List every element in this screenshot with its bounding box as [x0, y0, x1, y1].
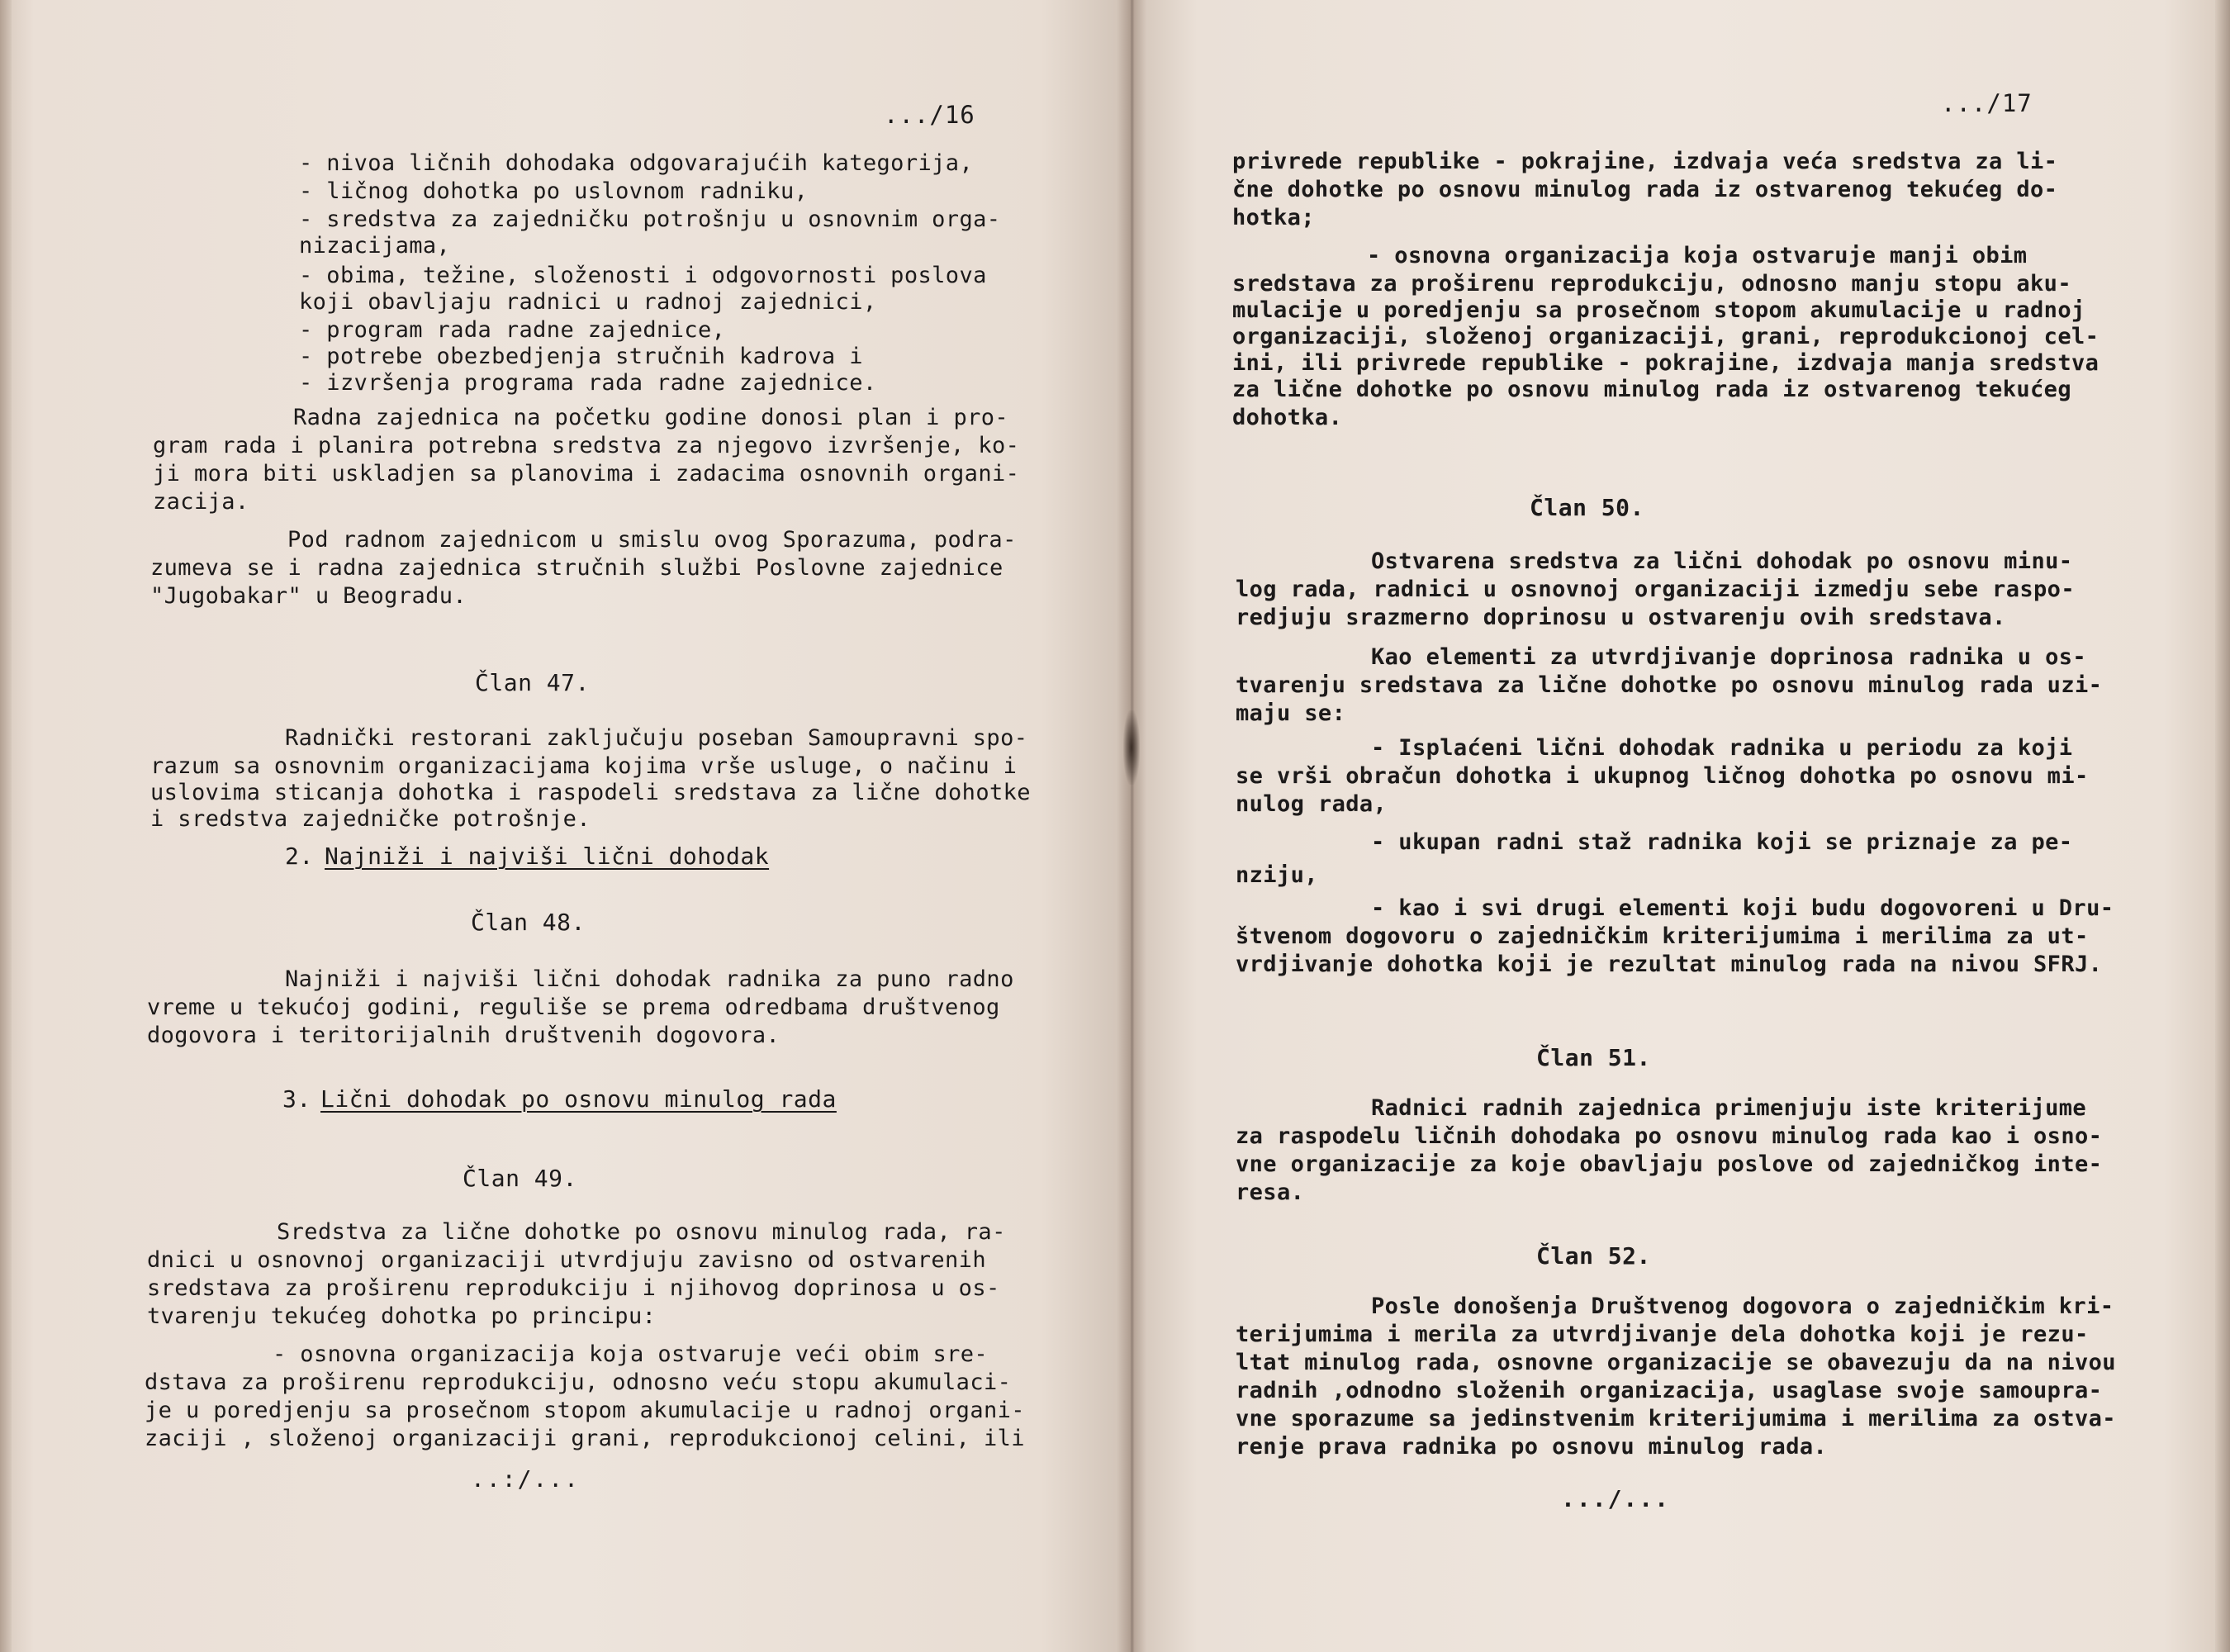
section-number: 2. [285, 843, 314, 870]
text-line: sredstava za proširenu reprodukciju, odnosno manju stopu aku- [1232, 271, 2071, 297]
text-line: dstava za proširenu reprodukciju, odnosno veću stopu akumulaci- [145, 1370, 1012, 1395]
page-number: .../17 [1941, 89, 2033, 117]
text-line: privrede republike - pokrajine, izdvaja veća sredstva za li- [1232, 149, 2058, 174]
text-line: Najniži i najviši lični dohodak radnika za puno radno [285, 966, 1014, 992]
spine-damage [1123, 710, 1140, 785]
text-line: sredstava za proširenu reprodukciju i njihovog doprinosa u os- [147, 1275, 1000, 1301]
article-heading: Član 49. [463, 1165, 577, 1192]
text-line: radnih ,odnodno složenih organizacija, usaglase svoje samoupra- [1236, 1378, 2103, 1403]
text-line: za lične dohotke po osnovu minulog rada iz ostvarenog tekućeg [1232, 377, 2071, 402]
bullet-item: - izvršenja programa rada radne zajednice. [299, 370, 877, 396]
text-line: vne sporazume sa jedinstvenim kriterijumima i merilima za ostva- [1236, 1406, 2116, 1431]
book-spine [1117, 0, 1146, 1652]
bullet-item: - program rada radne zajednice, [299, 317, 726, 343]
bullet-item: - potrebe obezbedjenja stručnih kadrova i [299, 344, 863, 369]
text-line: vrdjivanje dohotka koji je rezultat minulog rada na nivou SFRJ. [1236, 952, 2103, 977]
bullet-item: nizacijama, [299, 233, 451, 259]
bullet-item: - nivoa ličnih dohodaka odgovarajućih kategorija, [299, 150, 974, 176]
bullet-item: - sredstva za zajedničku potrošnju u osnovnim orga- [299, 206, 1001, 232]
article-heading: Član 52. [1536, 1242, 1651, 1270]
text-line: razum sa osnovnim organizacijama kojima vrše usluge, o načinu i [150, 753, 1018, 779]
text-line: zacija. [153, 489, 249, 515]
bullet-item: - ličnog dohotka po uslovnom radniku, [299, 178, 809, 204]
text-line: - ukupan radni staž radnika koji se priznaje za pe- [1371, 829, 2073, 855]
text-line: Radna zajednica na početku godine donosi plan i pro- [293, 405, 1009, 430]
text-line: Radnički restorani zaključuju poseban Samoupravni spo- [285, 725, 1028, 751]
text-line: ji mora biti uskladjen sa planovima i zadacima osnovnih organi- [153, 461, 1020, 487]
text-line: Sredstva za lične dohotke po osnovu minulog rada, ra- [277, 1219, 1006, 1245]
text-line: log rada, radnici u osnovnoj organizaciji izmedju sebe raspo- [1236, 577, 2075, 602]
text-line: Posle donošenja Društvenog dogovora o zajedničkim kri- [1371, 1294, 2114, 1319]
text-line: nziju, [1236, 862, 1318, 888]
text-line: i sredstva zajedničke potrošnje. [150, 806, 591, 832]
text-line: čne dohotke po osnovu minulog rada iz ostvarenog tekućeg do- [1232, 177, 2058, 202]
text-line: Kao elementi za utvrdjivanje doprinosa radnika u os- [1371, 644, 2087, 670]
bullet-item: koji obavljaju radnici u radnoj zajednici, [299, 289, 877, 315]
text-line: gram rada i planira potrebna sredstva za njegovo izvršenje, ko- [153, 433, 1020, 458]
article-heading: Član 48. [471, 909, 586, 936]
page-edge [0, 0, 12, 1652]
text-line: ini, ili privrede republike - pokrajine, izdvaja manja sredstva [1232, 350, 2100, 376]
text-line: resa. [1236, 1180, 1305, 1205]
text-line: uslovima sticanja dohotka i raspodeli sredstava za lične dohotke [150, 780, 1031, 805]
text-line: terijumima i merila za utvrdjivanje dela dohotka koji je rezu- [1236, 1322, 2089, 1347]
text-line: vne organizacije za koje obavljaju poslove od zajedničkog inte- [1236, 1151, 2103, 1177]
text-line: redjuju srazmerno doprinosu u ostvarenju ovih sredstava. [1236, 605, 2006, 630]
text-line: ltat minulog rada, osnovne organizacije se obavezuju da na nivou [1236, 1350, 2116, 1375]
text-line: "Jugobakar" u Beogradu. [150, 583, 467, 609]
section-number: 3. [282, 1085, 311, 1113]
text-line: zaciji , složenoj organizaciji grani, reprodukcionoj celini, ili [145, 1426, 1025, 1451]
text-line: renje prava radnika po osnovu minulog rada. [1236, 1434, 1828, 1460]
section-title: Lični dohodak po osnovu minulog rada [320, 1085, 837, 1113]
text-line: je u poredjenju sa prosečnom stopom akumulacije u radnoj organi- [145, 1398, 1025, 1423]
continued-marker: .../... [1561, 1485, 1671, 1512]
text-line: štvenom dogovoru o zajedničkim kriterijumima i merilima za ut- [1236, 923, 2089, 949]
article-heading: Član 51. [1536, 1044, 1651, 1071]
text-line: - kao i svi drugi elementi koji budu dogovoreni u Dru- [1371, 895, 2114, 921]
text-line: Pod radnom zajednicom u smislu ovog Sporazuma, podra- [287, 527, 1017, 553]
text-line: dohotka. [1232, 405, 1343, 430]
page-number: .../16 [884, 101, 975, 129]
article-heading: Član 47. [475, 669, 590, 696]
bullet-item: - obima, težine, složenosti i odgovornosti poslova [299, 263, 987, 288]
text-line: Ostvarena sredstva za lični dohodak po osnovu minu- [1371, 548, 2073, 574]
text-line: se vrši obračun dohotka i ukupnog ličnog dohotka po osnovu mi- [1236, 763, 2089, 789]
text-line: vreme u tekućoj godini, reguliše se prema odredbama društvenog [147, 995, 1000, 1020]
text-line: Radnici radnih zajednica primenjuju iste kriterijume [1371, 1095, 2087, 1121]
article-heading: Član 50. [1530, 494, 1644, 521]
continued-marker: ..:/... [471, 1465, 581, 1493]
page-edge [2215, 0, 2230, 1652]
text-line: - Isplaćeni lični dohodak radnika u periodu za koji [1371, 735, 2073, 761]
text-line: nulog rada, [1236, 791, 1388, 817]
text-line: mulacije u poredjenju sa prosečnom stopom akumulacije u radnoj [1232, 297, 2085, 323]
text-line: dnici u osnovnoj organizaciji utvrdjuju zavisno od ostvarenih [147, 1247, 986, 1273]
text-line: maju se: [1236, 700, 1346, 726]
text-line: dogovora i teritorijalnih društvenih dogovora. [147, 1023, 780, 1048]
text-line: - osnovna organizacija koja ostvaruje manji obim [1367, 243, 2028, 268]
text-line: hotka; [1232, 205, 1315, 230]
text-line: - osnovna organizacija koja ostvaruje veći obim sre- [273, 1341, 989, 1367]
right-page [1132, 0, 2230, 1652]
section-title: Najniži i najviši lični dohodak [325, 843, 770, 870]
text-line: tvarenju tekućeg dohotka po principu: [147, 1303, 657, 1329]
text-line: organizaciji, složenoj organizaciji, grani, reprodukcionoj cel- [1232, 324, 2100, 349]
text-line: tvarenju sredstava za lične dohotke po osnovu minulog rada uzi- [1236, 672, 2103, 698]
text-line: zumeva se i radna zajednica stručnih službi Poslovne zajednice [150, 555, 1004, 581]
text-line: za raspodelu ličnih dohodaka po osnovu minulog rada kao i osno- [1236, 1123, 2103, 1149]
